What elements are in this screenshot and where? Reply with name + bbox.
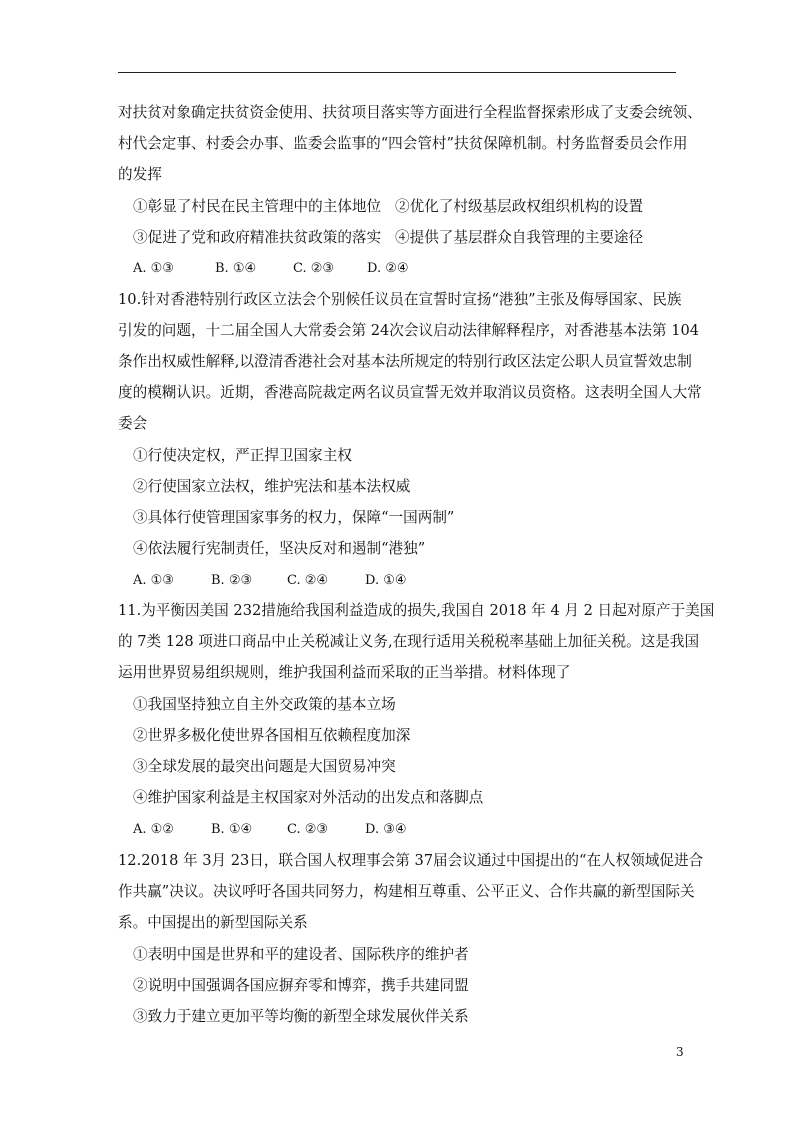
q9-stem-line-1: 对扶贫对象确定扶贫资金使用、扶贫项目落实等方面进行全程监督探索形成了支委会统领、 xyxy=(118,104,702,121)
q11-statement-3: ③全球发展的最突出问题是大国贸易冲突 xyxy=(133,758,396,775)
q12-stem-line-1: 12.2018 年 3月 23日，联合国人权理事会第 37届会议通过中国提出的“在人权领域促进合 xyxy=(118,852,704,869)
q11-option-a: A. ①② xyxy=(133,822,174,837)
q11-options xyxy=(133,820,733,840)
q10-statement-4: ④依法履行宪制责任，坚决反对和遏制“港独” xyxy=(133,540,426,557)
q10-option-d: D. ①④ xyxy=(365,573,407,588)
page-number: 3 xyxy=(676,1045,684,1059)
q9-options xyxy=(133,259,733,279)
q12-statement-3: ③致力于建立更加平等均衡的新型全球发展伙伴关系 xyxy=(133,1008,469,1025)
q9-option-d: D. ②④ xyxy=(367,261,409,276)
q9-option-b: B. ①④ xyxy=(215,261,257,276)
q9-statement-line-2: ③促进了党和政府精准扶贫政策的落实 ④提供了基层群众自我管理的主要途径 xyxy=(133,229,644,246)
q10-statement-3: ③具体行使管理国家事务的权力，保障“一国两制” xyxy=(133,509,455,526)
q11-option-b: B. ①④ xyxy=(211,822,253,837)
q9-option-a: A. ①③ xyxy=(133,261,174,276)
q11-stem-line-3: 运用世界贸易组织规则，维护我国利益而采取的正当举措。材料体现了 xyxy=(118,664,571,681)
q9-option-c: C. ②③ xyxy=(293,261,335,276)
q10-statement-2: ②行使国家立法权，维护宪法和基本法权威 xyxy=(133,478,411,495)
q11-statement-2: ②世界多极化使世界各国相互依赖程度加深 xyxy=(133,727,411,744)
q10-option-b: B. ②③ xyxy=(211,573,253,588)
q10-stem-line-1: 10.针对香港特别行政区立法会个别候任议员在宣誓时宣扬“港独”主张及侮辱国家、民族 xyxy=(118,291,682,308)
q12-statement-1: ①表明中国是世界和平的建设者、国际秩序的维护者 xyxy=(133,946,469,963)
q10-statement-1: ①行使决定权，严正捍卫国家主权 xyxy=(133,447,352,464)
q11-stem-line-2: 的 7类 128 项进口商品中止关税减让义务,在现行适用关税税率基础上加征关税。这是我国 xyxy=(118,633,700,650)
q9-stem-line-3: 的发挥 xyxy=(118,166,162,183)
q10-stem-line-4: 度的模糊认识。近期，香港高院裁定两名议员宣誓无效并取消议员资格。这表明全国人大常 xyxy=(118,384,702,401)
q11-stem-line-1: 11.为平衡因美国 232措施给我国利益造成的损失,我国自 2018 年 4 月 2 日起对原产于美国 xyxy=(118,602,715,619)
q10-stem-line-5: 委会 xyxy=(118,415,148,432)
header-rule xyxy=(118,72,676,73)
q10-stem-line-3: 条作出权威性解释,以澄清香港社会对基本法所规定的特别行政区法定公职人员宣誓效忠制 xyxy=(118,353,692,370)
q10-option-c: C. ②④ xyxy=(287,573,329,588)
q11-option-d: D. ③④ xyxy=(365,822,407,837)
q12-statement-2: ②说明中国强调各国应摒弃零和博弈，携手共建同盟 xyxy=(133,977,469,994)
q11-option-c: C. ②③ xyxy=(287,822,329,837)
q10-stem-line-2: 引发的问题，十二届全国人大常委会第 24次会议启动法律解释程序，对香港基本法第 104 xyxy=(118,322,700,339)
q10-option-a: A. ①③ xyxy=(133,573,174,588)
q12-stem-line-3: 系。中国提出的新型国际关系 xyxy=(118,914,308,931)
q9-statement-line-1: ①彰显了村民在民主管理中的主体地位 ②优化了村级基层政权组织机构的设置 xyxy=(133,198,644,215)
q9-stem-line-2: 村代会定事、村委会办事、监委会监事的“四会管村”扶贫保障机制。村务监督委员会作用 xyxy=(118,135,688,152)
q10-options xyxy=(133,571,733,591)
q12-stem-line-2: 作共赢”决议。决议呼吁各国共同努力，构建相互尊重、公平正义、合作共赢的新型国际关 xyxy=(118,883,695,900)
q11-statement-1: ①我国坚持独立自主外交政策的基本立场 xyxy=(133,696,396,713)
q11-statement-4: ④维护国家利益是主权国家对外活动的出发点和落脚点 xyxy=(133,789,484,806)
